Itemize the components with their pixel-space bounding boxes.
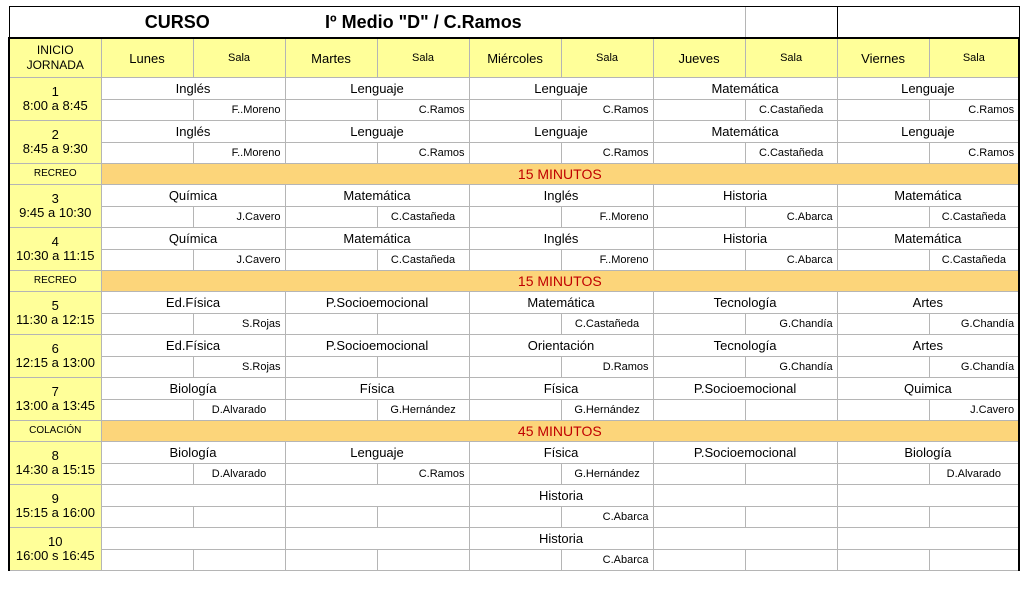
block-subject-row — [9, 78, 1019, 100]
block-subject-row — [9, 528, 1019, 550]
room-header: Sala — [377, 38, 469, 78]
teacher-spacer-cell — [469, 550, 561, 571]
block-period — [9, 228, 101, 271]
block-subject-row — [9, 335, 1019, 357]
teacher-spacer-cell — [469, 357, 561, 378]
subject-cell: Matemática — [285, 185, 469, 207]
block-period — [9, 485, 101, 528]
block-subject-row — [9, 121, 1019, 143]
teacher-cell: S.Rojas — [193, 357, 285, 378]
block-number: 8 — [51, 448, 59, 463]
block-subject-row — [9, 485, 1019, 507]
teacher-spacer-cell — [101, 143, 193, 164]
block-period — [9, 121, 101, 164]
teacher-spacer-cell — [285, 143, 377, 164]
teacher-cell: G.Chandía — [929, 314, 1019, 335]
block-number: 5 — [51, 298, 59, 313]
teacher-spacer-cell — [101, 550, 193, 571]
break-label: RECREO — [9, 271, 101, 292]
teacher-spacer-cell — [653, 464, 745, 485]
subject-cell: P.Socioemocional — [653, 378, 837, 400]
teacher-spacer-cell — [653, 100, 745, 121]
teacher-spacer-cell — [285, 550, 377, 571]
block-period — [9, 292, 101, 335]
block-subject-row — [9, 378, 1019, 400]
break-row — [9, 164, 1019, 185]
teacher-spacer-cell — [653, 507, 745, 528]
teacher-spacer-cell — [101, 207, 193, 228]
teacher-cell — [745, 464, 837, 485]
title-empty-cell — [837, 7, 1019, 39]
teacher-cell: G.Hernández — [561, 464, 653, 485]
room-header: Sala — [561, 38, 653, 78]
course-label: CURSO — [9, 7, 285, 39]
teacher-spacer-cell — [837, 550, 929, 571]
room-header: Sala — [193, 38, 285, 78]
teacher-cell: F..Moreno — [561, 207, 653, 228]
subject-cell: Matemática — [837, 185, 1019, 207]
subject-cell: Historia — [653, 228, 837, 250]
teacher-cell: D.Alvarado — [929, 464, 1019, 485]
teacher-spacer-cell — [837, 250, 929, 271]
teacher-spacer-cell — [101, 464, 193, 485]
subject-cell: Lenguaje — [469, 78, 653, 100]
subject-cell: Lenguaje — [469, 121, 653, 143]
day-header-monday: Lunes — [101, 38, 193, 78]
teacher-spacer-cell — [653, 314, 745, 335]
teacher-spacer-cell — [837, 507, 929, 528]
teacher-spacer-cell — [653, 143, 745, 164]
teacher-cell — [377, 550, 469, 571]
subject-cell: Biología — [101, 442, 285, 464]
teacher-cell: F..Moreno — [561, 250, 653, 271]
start-header-line: JORNADA — [26, 58, 84, 72]
schedule-table — [8, 6, 1020, 571]
teacher-cell: D.Alvarado — [193, 464, 285, 485]
teacher-spacer-cell — [285, 507, 377, 528]
block-number: 3 — [51, 191, 59, 206]
teacher-spacer-cell — [285, 250, 377, 271]
teacher-spacer-cell — [837, 143, 929, 164]
subject-cell — [653, 485, 837, 507]
day-header-wednesday: Miércoles — [469, 38, 561, 78]
block-time: 16:00 s 16:45 — [15, 548, 95, 563]
subject-cell — [285, 528, 469, 550]
subject-cell: Lenguaje — [285, 442, 469, 464]
teacher-cell: C.Ramos — [929, 143, 1019, 164]
break-row — [9, 421, 1019, 442]
break-duration: 15 MINUTOS — [101, 164, 1019, 185]
teacher-cell — [193, 507, 285, 528]
teacher-spacer-cell — [653, 357, 745, 378]
block-teacher-row — [9, 550, 1019, 571]
subject-cell: P.Socioemocional — [653, 442, 837, 464]
block-number: 7 — [51, 384, 59, 399]
teacher-cell: J.Cavero — [193, 250, 285, 271]
subject-cell: Orientación — [469, 335, 653, 357]
teacher-cell: G.Chandía — [929, 357, 1019, 378]
block-teacher-row — [9, 357, 1019, 378]
teacher-spacer-cell — [837, 464, 929, 485]
teacher-cell: G.Chandía — [745, 314, 837, 335]
subject-cell: Historia — [469, 528, 653, 550]
block-period — [9, 378, 101, 421]
teacher-spacer-cell — [469, 464, 561, 485]
subject-cell: Historia — [469, 485, 653, 507]
teacher-cell: S.Rojas — [193, 314, 285, 335]
block-time: 11:30 a 12:15 — [15, 312, 95, 327]
room-header: Sala — [929, 38, 1019, 78]
block-teacher-row — [9, 250, 1019, 271]
day-header-tuesday: Martes — [285, 38, 377, 78]
subject-cell: Matemática — [837, 228, 1019, 250]
teacher-cell — [377, 507, 469, 528]
subject-cell: Matemática — [653, 78, 837, 100]
break-label: COLACIÓN — [9, 421, 101, 442]
subject-cell — [101, 485, 285, 507]
block-time: 14:30 a 15:15 — [15, 462, 96, 477]
teacher-spacer-cell — [101, 100, 193, 121]
subject-cell: Inglés — [469, 185, 653, 207]
subject-cell — [285, 485, 469, 507]
block-period — [9, 335, 101, 378]
block-time: 10:30 a 11:15 — [15, 248, 95, 263]
block-teacher-row — [9, 507, 1019, 528]
teacher-spacer-cell — [837, 314, 929, 335]
teacher-spacer-cell — [285, 400, 377, 421]
subject-cell: Tecnología — [653, 292, 837, 314]
teacher-spacer-cell — [837, 100, 929, 121]
block-teacher-row — [9, 100, 1019, 121]
teacher-spacer-cell — [469, 400, 561, 421]
teacher-cell: G.Chandía — [745, 357, 837, 378]
subject-cell: Inglés — [469, 228, 653, 250]
teacher-cell — [377, 314, 469, 335]
block-time: 8:45 a 9:30 — [22, 141, 88, 156]
break-row — [9, 271, 1019, 292]
subject-cell: Lenguaje — [837, 78, 1019, 100]
break-duration: 15 MINUTOS — [101, 271, 1019, 292]
teacher-spacer-cell — [653, 400, 745, 421]
block-number: 6 — [51, 341, 59, 356]
teacher-spacer-cell — [837, 207, 929, 228]
teacher-cell — [193, 550, 285, 571]
teacher-cell: C.Castañeda — [745, 100, 837, 121]
subject-cell — [837, 528, 1019, 550]
block-subject-row — [9, 228, 1019, 250]
room-header: Sala — [745, 38, 837, 78]
block-time: 12:15 a 13:00 — [15, 355, 96, 370]
block-number: 4 — [51, 234, 59, 249]
teacher-spacer-cell — [469, 507, 561, 528]
teacher-cell: C.Abarca — [745, 250, 837, 271]
teacher-cell: C.Castañeda — [929, 207, 1019, 228]
teacher-cell: C.Castañeda — [377, 207, 469, 228]
block-number: 9 — [51, 491, 59, 506]
teacher-cell: G.Hernández — [377, 400, 469, 421]
header-row — [9, 38, 1019, 78]
course-name: Iº Medio "D" / C.Ramos — [285, 7, 745, 39]
teacher-spacer-cell — [285, 357, 377, 378]
teacher-cell: C.Ramos — [561, 100, 653, 121]
subject-cell: Tecnología — [653, 335, 837, 357]
block-number: 1 — [51, 84, 59, 99]
teacher-spacer-cell — [653, 250, 745, 271]
subject-cell: Artes — [837, 292, 1019, 314]
subject-cell: Artes — [837, 335, 1019, 357]
teacher-cell: F..Moreno — [193, 100, 285, 121]
subject-cell: Ed.Física — [101, 335, 285, 357]
block-period — [9, 78, 101, 121]
start-header — [9, 38, 101, 78]
teacher-cell — [745, 550, 837, 571]
teacher-cell: C.Castañeda — [745, 143, 837, 164]
teacher-cell: C.Ramos — [377, 100, 469, 121]
teacher-spacer-cell — [101, 314, 193, 335]
subject-cell — [101, 528, 285, 550]
teacher-spacer-cell — [469, 100, 561, 121]
teacher-spacer-cell — [837, 357, 929, 378]
teacher-spacer-cell — [101, 507, 193, 528]
subject-cell: Ed.Física — [101, 292, 285, 314]
subject-cell: Química — [101, 228, 285, 250]
block-teacher-row — [9, 143, 1019, 164]
teacher-spacer-cell — [101, 357, 193, 378]
block-period — [9, 185, 101, 228]
block-teacher-row — [9, 207, 1019, 228]
teacher-cell: G.Hernández — [561, 400, 653, 421]
day-header-friday: Viernes — [837, 38, 929, 78]
teacher-spacer-cell — [101, 400, 193, 421]
block-time: 15:15 a 16:00 — [15, 505, 96, 520]
teacher-spacer-cell — [469, 250, 561, 271]
day-header-thursday: Jueves — [653, 38, 745, 78]
teacher-cell: C.Abarca — [745, 207, 837, 228]
block-subject-row — [9, 442, 1019, 464]
teacher-cell — [745, 400, 837, 421]
block-teacher-row — [9, 400, 1019, 421]
subject-cell: Inglés — [101, 121, 285, 143]
subject-cell: Matemática — [469, 292, 653, 314]
subject-cell: Biología — [837, 442, 1019, 464]
teacher-cell: J.Cavero — [929, 400, 1019, 421]
teacher-cell: C.Castañeda — [929, 250, 1019, 271]
teacher-spacer-cell — [837, 400, 929, 421]
start-header-line: INICIO — [36, 43, 74, 57]
teacher-spacer-cell — [285, 464, 377, 485]
subject-cell: P.Socioemocional — [285, 292, 469, 314]
teacher-cell: C.Ramos — [377, 464, 469, 485]
subject-cell: Matemática — [285, 228, 469, 250]
block-number: 2 — [51, 127, 59, 142]
block-period — [9, 442, 101, 485]
subject-cell: Matemática — [653, 121, 837, 143]
block-teacher-row — [9, 464, 1019, 485]
teacher-cell: C.Ramos — [561, 143, 653, 164]
teacher-spacer-cell — [285, 207, 377, 228]
teacher-cell: F..Moreno — [193, 143, 285, 164]
teacher-cell: C.Ramos — [929, 100, 1019, 121]
block-subject-row — [9, 292, 1019, 314]
subject-cell: Biología — [101, 378, 285, 400]
subject-cell: P.Socioemocional — [285, 335, 469, 357]
title-row — [9, 7, 1019, 39]
teacher-cell — [929, 550, 1019, 571]
teacher-cell: C.Ramos — [377, 143, 469, 164]
block-number: 10 — [48, 534, 63, 549]
teacher-cell: J.Cavero — [193, 207, 285, 228]
subject-cell: Lenguaje — [285, 121, 469, 143]
subject-cell — [837, 485, 1019, 507]
subject-cell — [653, 528, 837, 550]
teacher-cell: C.Castañeda — [561, 314, 653, 335]
teacher-spacer-cell — [469, 143, 561, 164]
teacher-cell — [745, 507, 837, 528]
block-subject-row — [9, 185, 1019, 207]
break-duration: 45 MINUTOS — [101, 421, 1019, 442]
subject-cell: Quimica — [837, 378, 1019, 400]
teacher-spacer-cell — [285, 100, 377, 121]
teacher-spacer-cell — [653, 550, 745, 571]
subject-cell: Inglés — [101, 78, 285, 100]
teacher-cell: D.Alvarado — [193, 400, 285, 421]
subject-cell: Física — [469, 442, 653, 464]
teacher-cell: C.Abarca — [561, 507, 653, 528]
teacher-spacer-cell — [101, 250, 193, 271]
teacher-cell — [377, 357, 469, 378]
teacher-cell — [929, 507, 1019, 528]
subject-cell: Lenguaje — [285, 78, 469, 100]
teacher-spacer-cell — [469, 207, 561, 228]
teacher-spacer-cell — [653, 207, 745, 228]
subject-cell: Física — [285, 378, 469, 400]
teacher-spacer-cell — [469, 314, 561, 335]
subject-cell: Física — [469, 378, 653, 400]
subject-cell: Química — [101, 185, 285, 207]
teacher-spacer-cell — [285, 314, 377, 335]
teacher-cell: C.Castañeda — [377, 250, 469, 271]
break-label: RECREO — [9, 164, 101, 185]
block-time: 8:00 a 8:45 — [22, 98, 88, 113]
subject-cell: Lenguaje — [837, 121, 1019, 143]
teacher-cell: D.Ramos — [561, 357, 653, 378]
title-empty-cell — [745, 7, 837, 39]
subject-cell: Historia — [653, 185, 837, 207]
block-time: 9:45 a 10:30 — [19, 205, 92, 220]
block-period — [9, 528, 101, 571]
teacher-cell: C.Abarca — [561, 550, 653, 571]
block-teacher-row — [9, 314, 1019, 335]
block-time: 13:00 a 13:45 — [15, 398, 96, 413]
